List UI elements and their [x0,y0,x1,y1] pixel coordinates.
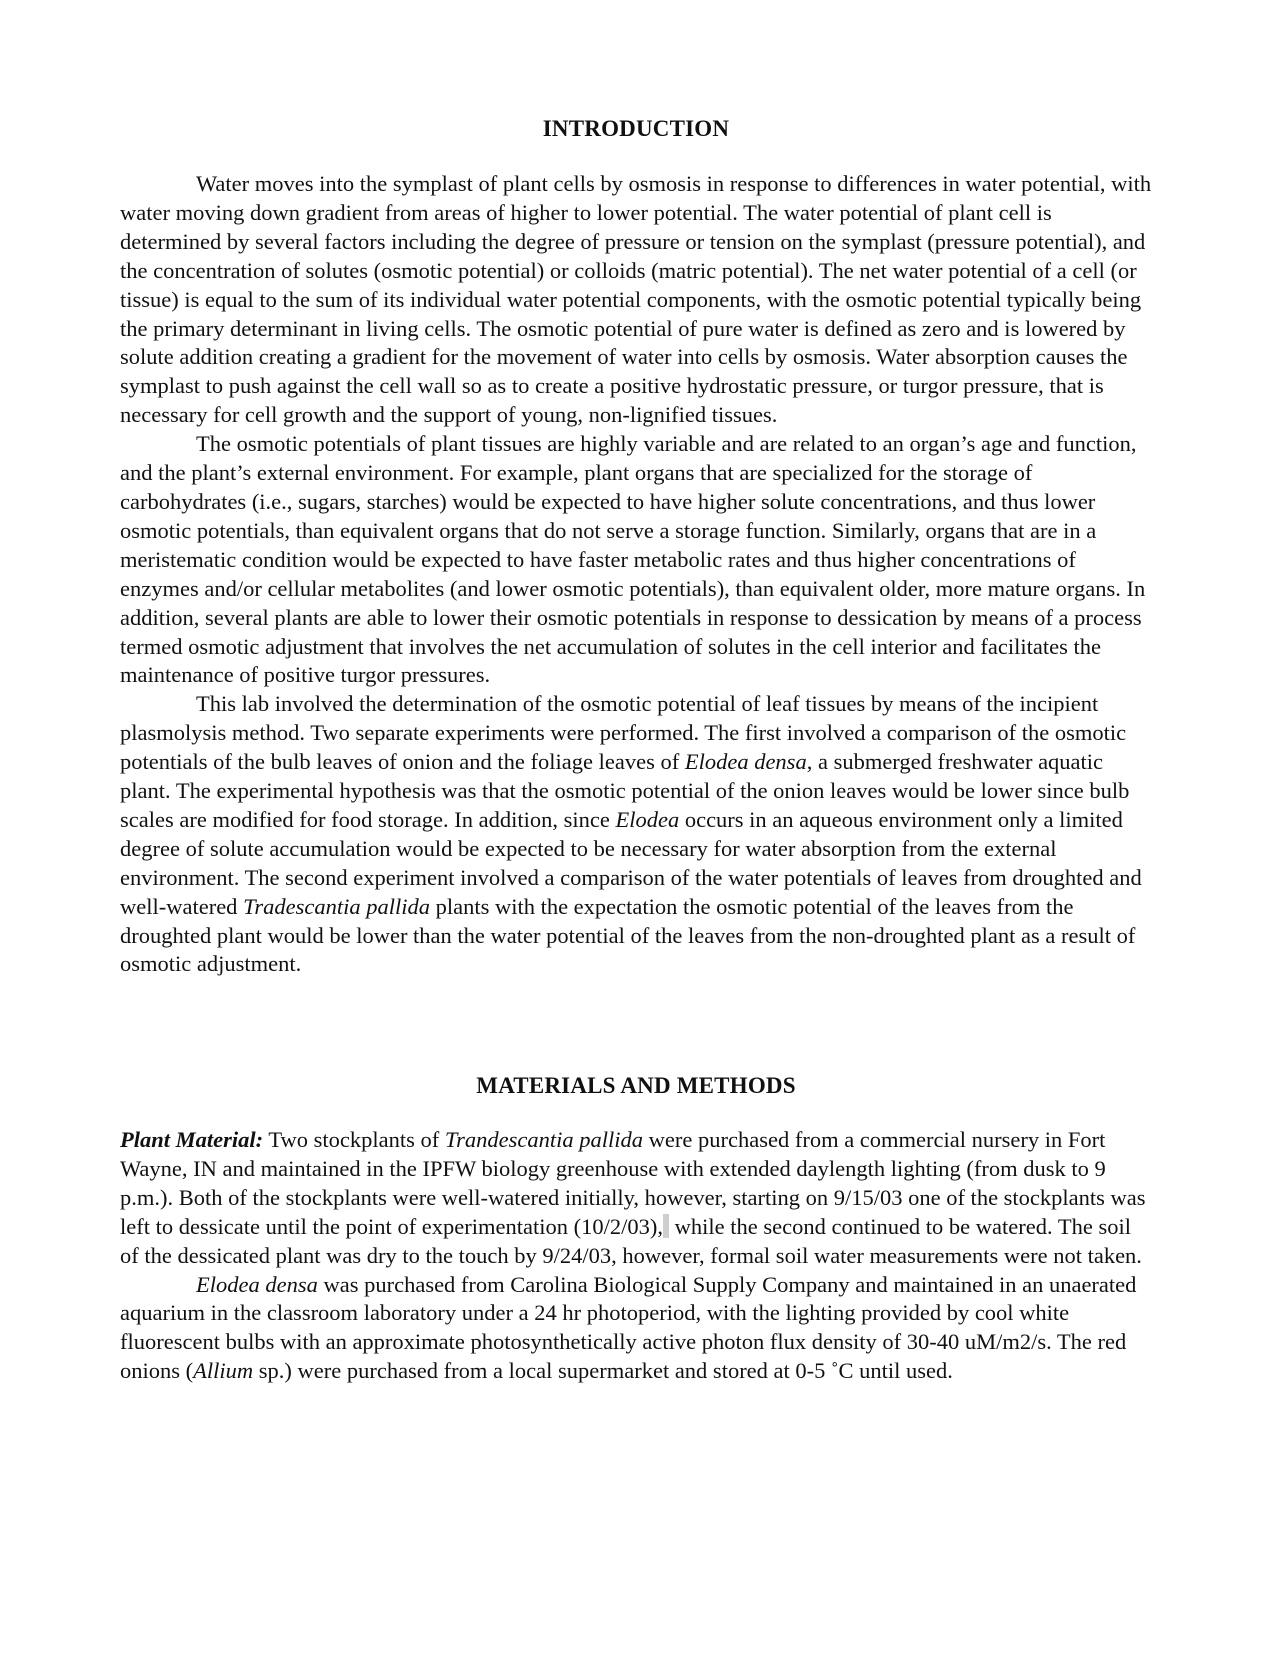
methods-section [120,1072,1152,1100]
intro-p3-text-c: occurs in an aqueous environment only a limited degree of solute accumulation would be expected to be necessary for water absorption from the external environment. The second experiment involved a comparison of the water potentials of leaves from droughted and well-watered [120,806,1142,919]
introduction-heading: INTRODUCTION [542,116,730,141]
methods-p2-species-elodea-densa: Elodea densa [196,1271,318,1297]
intro-p3-text-b: , a submerged freshwater aquatic plant. The experimental hypothesis was that the osmotic potential of the onion leaves would be lower since bulb scales are modified for food storage. In addition, since [120,749,1130,832]
introduction-paragraph-1: Water moves into the symplast of plant cells by osmosis in response to differences in water potential, with water moving down gradient from areas of higher to lower potential. The water potential of plant cell is determined by several factors including the degree of pressure or tension on the symplast (pressure potential), and the concentration of solutes (osmotic potential) or colloids (matric potential). The net water potential of a cell (or tissue) is equal to the sum of its individual water potential components, with the osmotic potential typically being the primary determinant in living cells. The osmotic potential of pure water is defined as zero and is lowered by solute addition creating a gradient for the movement of water into cells by osmosis. Water absorption causes the symplast to push against the cell wall so as to create a positive hydrostatic pressure, or turgor pressure, that is necessary for cell growth and the support of young, non-lignified tissues. [120,171,1152,428]
introduction-paragraph-3 [120,690,1152,979]
intro-p3-text-a: This lab involved the determination of the osmotic potential of leaf tissues by means of the incipient plasmolysis method. Two separate experiments were performed. The first involved a comparison of the osmotic potentials of the bulb leaves of onion and the foliage leaves of [120,691,1127,775]
methods-p1-text-b: were purchased from a commercial nursery in Fort Wayne, IN and maintained in the IPFW biology greenhouse with extended daylength lighting (from dusk to 9 p.m.). Both of the stockplants were well-watered initially, however, starting on 9/15/03 one of the stockplants was left to dessicate until the point of experimentation (10/2/03), [120,1127,1146,1239]
intro-p3-species-tradescantia: Tradescantia pallida [243,893,430,919]
methods-p2-text-a: was purchased from Carolina Biological Supply Company and maintained in an unaerated aquarium in the classroom laboratory under a 24 hr photoperiod, with the lighting provided by cool white fluorescent bulbs with an approximate photosynthetically active photon flux density of 30-40 uM/m2/s. The red onions ( [120,1271,1137,1384]
methods-p1-species-trandescantia: Trandescantia pallida [444,1127,644,1152]
methods-p1-text-c: while the second continued to be watered. The soil of the dessicated plant was dry to the touch by 9/24/03, however, formal soil water measurements were not taken. [120,1213,1142,1268]
introduction-paragraph-2: The osmotic potentials of plant tissues are highly variable and are related to an organ’s age and function, and the plant’s external environment. For example, plant organs that are specialized for the storage of carbohydrates (i.e., sugars, starches) would be expected to have higher solute concentrations, and thus lower osmotic potentials, than equivalent organs that do not serve a storage function. Similarly, organs that are in a meristematic condition would be expected to have faster metabolic rates and thus higher concentrations of enzymes and/or cellular metabolites (and lower osmotic potentials), than equivalent older, more mature organs. In addition, several plants are able to lower their osmotic potentials in response to dessication by means of a process termed osmotic adjustment that involves the net accumulation of solutes in the cell interior and facilitates the maintenance of positive turgor pressures. [120,431,1146,688]
plant-material-lead: Plant Material: [120,1127,264,1152]
intro-p3-species-elodea-densa: Elodea densa [684,749,807,775]
introduction-body [120,170,1152,979]
methods-paragraph-elodea [120,1271,1152,1387]
methods-body [120,1126,1152,1386]
methods-heading: MATERIALS AND METHODS [476,1073,796,1098]
methods-p1-text-a: Two stockplants of [263,1127,445,1152]
intro-p3-text-d: plants with the expectation the osmotic potential of the leaves from the droughted plant would be lower than the water potential of the leaves from the non-droughted plant as a result of osmotic adjustment. [120,893,1136,977]
intro-p3-species-elodea: Elodea [615,806,680,832]
methods-paragraph-plant-material [120,1126,1152,1271]
introduction-section [120,115,1152,143]
methods-p2-species-allium: Allium [193,1358,254,1384]
methods-p2-text-b: sp.) were purchased from a local supermarket and stored at 0-5 ˚C until used. [253,1358,953,1384]
